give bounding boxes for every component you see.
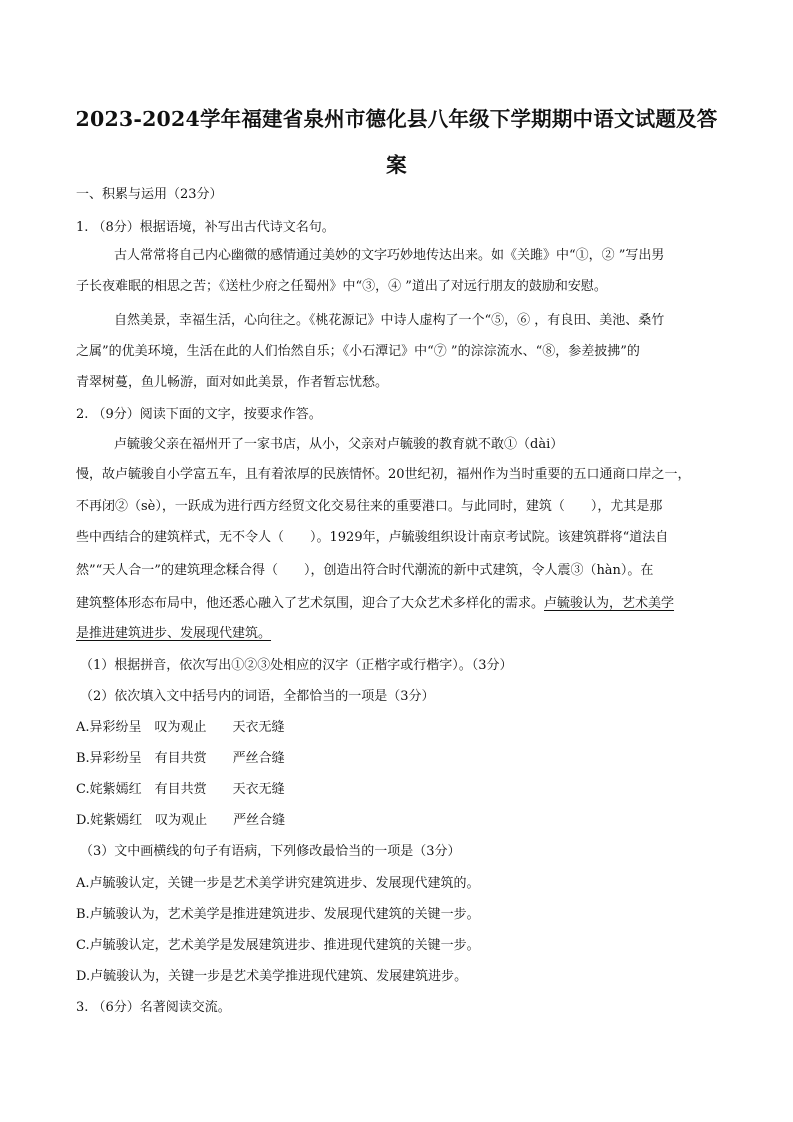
q2-text-line-4: 些中西结合的建筑样式，无不令人（ ）。1929年，卢毓骏组织设计南京考试院。该建筑群将“道法自: [76, 530, 669, 545]
title-line-1: 2023-2024学年福建省泉州市德化县八年级下学期期中语文试题及答: [75, 107, 718, 131]
option-2b: B.异彩纷呈 有目共赏 严丝合缝: [76, 751, 285, 766]
option-2d: D.姹紫嫣红 叹为观止 严丝合缝: [76, 813, 286, 828]
option-3a: A.卢毓骏认定，关键一步是艺术美学讲究建筑进步、发展现代建筑的。: [76, 876, 480, 891]
q2-text-line-6-plain: 建筑整体形态布局中，他还悉心融入了艺术氛围，迎合了大众艺术多样化的需求。: [76, 596, 545, 611]
question-3-stem: 3. （6分）名著阅读交流。: [76, 1000, 231, 1015]
question-2-stem: 2. （9分）阅读下面的文字，按要求作答。: [76, 407, 322, 422]
document-title: [70, 96, 723, 188]
q2-text-line-1: 卢毓骏父亲在福州开了一家书店，从小，父亲对卢毓骏的教育就不敢①（dài）: [114, 437, 564, 452]
option-3d: D.卢毓骏认为，关键一步是艺术美学推进现代建筑、发展建筑进步。: [76, 969, 468, 984]
option-2c: C.姹紫嫣红 有目共赏 天衣无缝: [76, 782, 285, 797]
sub-question-2: （2）依次填入文中括号内的词语，全都恰当的一项是（3分）: [80, 689, 435, 704]
q1-paragraph-1-line-1: 古人常常将自己内心幽微的感情通过美妙的文字巧妙地传达出来。如《关雎》中“①，② ”写出男: [114, 248, 665, 263]
q1-paragraph-2-line-1: 自然美景，幸福生活，心向往之。《桃花源记》中诗人虚构了一个“⑤，⑥ ，有良田、美池、桑竹: [114, 313, 665, 328]
option-3b: B.卢毓骏认为，艺术美学是推进建筑进步、发展现代建筑的关键一步。: [76, 907, 480, 922]
question-1-stem: 1. （8分）根据语境，补写出古代诗文名句。: [76, 220, 335, 235]
sub-question-3: （3）文中画横线的句子有语病，下列修改最恰当的一项是（3分）: [80, 844, 461, 859]
q2-text-line-3: 不再闭②（sè），一跃成为进行西方经贸文化交易往来的重要港口。与此同时，建筑（ ），尤其是那: [76, 499, 663, 514]
option-2a: A.异彩纷呈 叹为观止 天衣无缝: [76, 720, 285, 735]
section-heading: 一、积累与运用（23分）: [76, 187, 223, 202]
q1-paragraph-2-line-3: 青翠树蔓，鱼儿畅游，面对如此美景，作者暂忘忧愁。: [76, 375, 389, 390]
title-line-2: 案: [386, 153, 407, 177]
sub-question-1: （1）根据拼音，依次写出①②③处相应的汉字（正楷字或行楷字）。（3分）: [80, 658, 513, 673]
q2-text-line-6: [76, 594, 674, 614]
q1-paragraph-1-line-2: 子长夜难眠的相思之苦；《送杜少府之任蜀州》中“③，④ ”道出了对远行朋友的鼓励和安慰。: [76, 279, 607, 294]
q2-text-line-5: 然”“天人合一”的建筑理念糅合得（ ），创造出符合时代潮流的新中式建筑，令人震③（hàn）。在: [76, 563, 654, 578]
option-3c: C.卢毓骏认定，艺术美学是发展建筑进步、推进现代建筑的关键一步。: [76, 938, 480, 953]
underlined-sentence-start: 卢毓骏认为，艺术美学: [544, 596, 675, 611]
q2-text-line-2: 慢，故卢毓骏自小学富五车，且有着浓厚的民族情怀。20世纪初，福州作为当时重要的五口通商口岸之一，: [76, 467, 691, 482]
q1-paragraph-2-line-2: 之属”的优美环境，生活在此的人们怡然自乐；《小石潭记》中“⑦ ”的淙淙流水、“⑧，参差披拂”的: [76, 344, 640, 359]
underlined-sentence-end: 是推进建筑进步、发展现代建筑。: [76, 626, 272, 641]
